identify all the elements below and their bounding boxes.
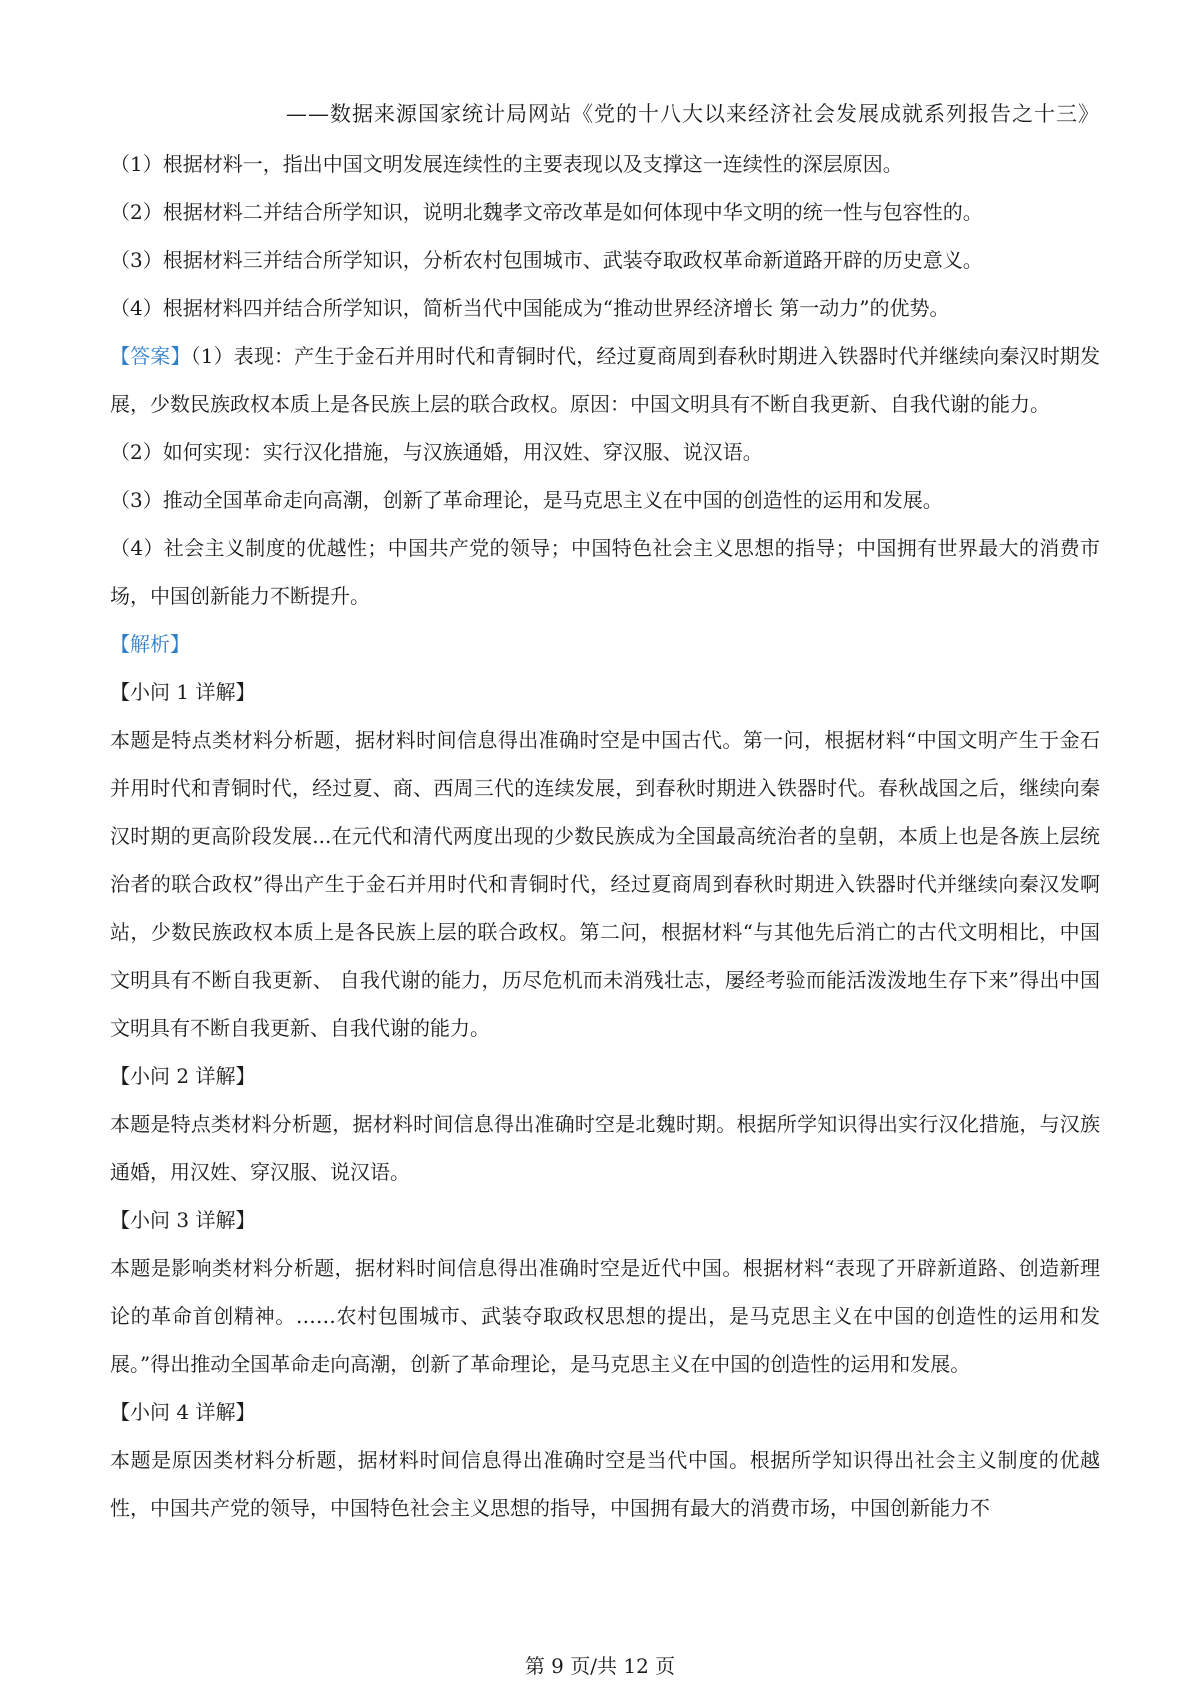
analysis-label: 【解析】 xyxy=(110,632,190,656)
page-content xyxy=(110,140,1100,1532)
section-text: 本题是影响类材料分析题，据材料时间信息得出准确时空是近代中国。根据材料“表现了开辟新道路、创造新理论的革命首创精神。……农村包围城市、武装夺取政权思想的提出，是马克思主义在中国的创造性的运用和发展。”得出推动全国革命走向高潮，创新了革命理论，是马克思主义在中国的创造性的运用和发展。 xyxy=(110,1256,1100,1376)
answer-item-4: （4）社会主义制度的优越性；中国共产党的领导；中国特色社会主义思想的指导；中国拥有世界最大的消费市场，中国创新能力不断提升。 xyxy=(110,536,1100,608)
section-text: 本题是特点类材料分析题，据材料时间信息得出准确时空是中国古代。第一问，根据材料“中国文明产生于金石并用时代和青铜时代，经过夏、商、西周三代的连续发展，到春秋时期进入铁器时代。春秋战国之后，继续向秦汉时期的更高阶段发展...在元代和清代两度出现的少数民族成为全国最高统治者的皇朝，本质上也是各族上层统治者的联合政权”得出产生于金石并用时代和青铜时代，经过夏商周到春秋时期进入铁器时代并继续向秦汉发啊站，少数民族政权本质上是各民族上层的联合政权。第二问，根据材料“与其他先后消亡的古代文明相比，中国文明具有不断自我更新、 自我代谢的能力，历尽危机而未消残壮志，屡经考验而能活泼泼地生存下来”得出中国文明具有不断自我更新、自我代谢的能力。 xyxy=(110,728,1100,1040)
page-number-footer: 第 9 页/共 12 页 xyxy=(524,1654,676,1678)
answer-label: 【答案】 xyxy=(110,344,191,368)
question-3: （3）根据材料三并结合所学知识，分析农村包围城市、武装夺取政权革命新道路开辟的历史意义。 xyxy=(110,248,983,272)
question-2: （2）根据材料二并结合所学知识，说明北魏孝文帝改革是如何体现中华文明的统一性与包容性的。 xyxy=(110,200,983,224)
answer-item-1: （1）表现：产生于金石并用时代和青铜时代，经过夏商周到春秋时期进入铁器时代并继续向秦汉时期发展，少数民族政权本质上是各民族上层的联合政权。原因：中国文明具有不断自我更新、自我代谢的能力。 xyxy=(110,344,1100,416)
section-text: 本题是原因类材料分析题，据材料时间信息得出准确时空是当代中国。根据所学知识得出社会主义制度的优越性，中国共产党的领导，中国特色社会主义思想的指导，中国拥有最大的消费市场，中国创新能力不 xyxy=(110,1448,1100,1520)
question-1: （1）根据材料一，指出中国文明发展连续性的主要表现以及支撑这一连续性的深层原因。 xyxy=(110,152,903,176)
question-4: （4）根据材料四并结合所学知识，简析当代中国能成为“推动世界经济增长 第一动力”的优势。 xyxy=(110,296,950,320)
section-heading: 【小问 3 详解】 xyxy=(110,1208,256,1232)
section-heading: 【小问 1 详解】 xyxy=(110,680,256,704)
answer-item-3: （3）推动全国革命走向高潮，创新了革命理论，是马克思主义在中国的创造性的运用和发展。 xyxy=(110,488,943,512)
section-heading: 【小问 4 详解】 xyxy=(110,1400,256,1424)
section-text: 本题是特点类材料分析题，据材料时间信息得出准确时空是北魏时期。根据所学知识得出实行汉化措施，与汉族通婚，用汉姓、穿汉服、说汉语。 xyxy=(110,1112,1100,1184)
source-citation: ——数据来源国家统计局网站《党的十八大以来经济社会发展成就系列报告之十三》 xyxy=(286,102,1100,126)
section-heading: 【小问 2 详解】 xyxy=(110,1064,256,1088)
answer-paragraph xyxy=(110,332,1100,428)
answer-item-2: （2）如何实现：实行汉化措施，与汉族通婚，用汉姓、穿汉服、说汉语。 xyxy=(110,440,763,464)
